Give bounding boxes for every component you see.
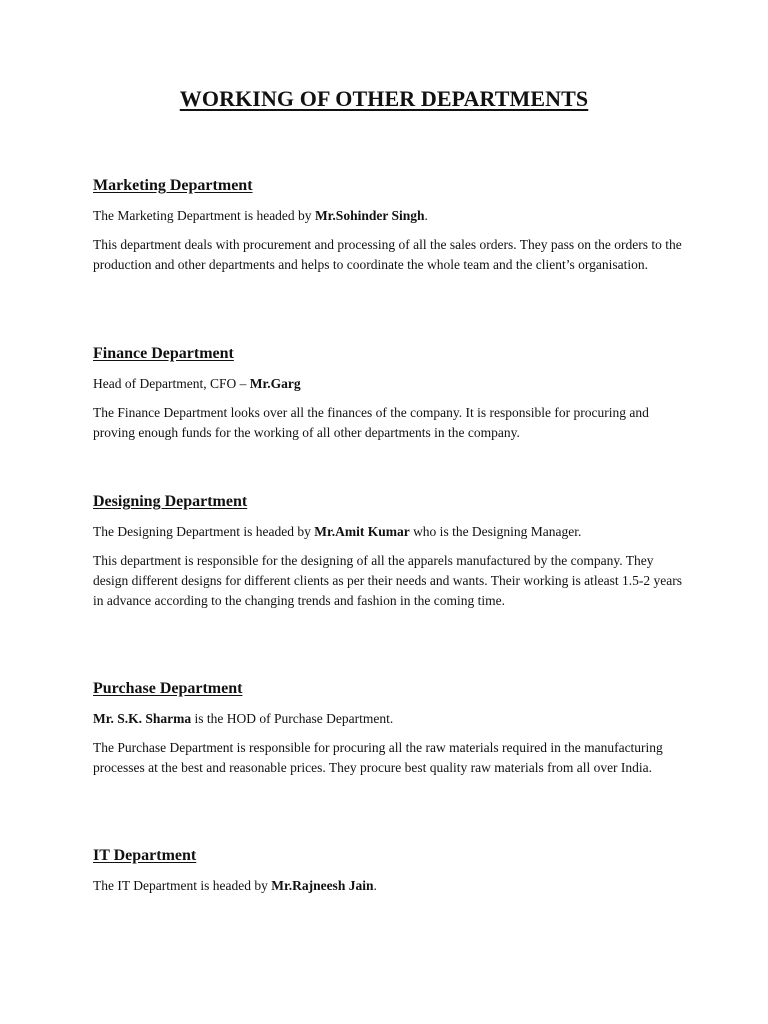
section-designing <box>93 492 683 611</box>
lead-name: Mr.Amit Kumar <box>314 524 410 539</box>
lead-text: The IT Department is headed by <box>93 878 272 893</box>
section-lead <box>93 709 683 729</box>
section-body: This department deals with procurement and processing of all the sales orders. They pass on the orders to the production and other departments and helps to coordinate the whole team and the client’s organisation. <box>93 237 682 272</box>
section-lead <box>93 522 683 542</box>
lead-suffix: . <box>373 878 377 893</box>
lead-name: Mr. S.K. Sharma <box>93 711 192 726</box>
lead-name: Mr.Sohinder Singh <box>314 208 425 223</box>
section-finance <box>93 344 683 443</box>
section-heading: Purchase Department <box>93 680 243 697</box>
lead-suffix: is the HOD of Purchase Department. <box>191 711 394 726</box>
lead-name: Mr.Garg <box>249 376 301 391</box>
lead-text: The Designing Department is headed by <box>93 524 315 539</box>
section-lead <box>93 206 683 226</box>
section-body: This department is responsible for the designing of all the apparels manufactured by the company. They design different designs for different clients as per their needs and wants. Their working is atleast 1.5-2 years in advance according to the changing trends and fashion in the coming time. <box>93 553 682 608</box>
section-heading: IT Department <box>93 847 197 864</box>
section-lead <box>93 374 683 394</box>
section-body: The Finance Department looks over all the finances of the company. It is responsible for procuring and proving enough funds for the working of all other departments in the company. <box>93 405 649 440</box>
section-marketing <box>93 176 683 275</box>
section-body: The Purchase Department is responsible for procuring all the raw materials required in the manufacturing processes at the best and reasonable prices. They procure best quality raw materials from all over India. <box>93 740 663 775</box>
lead-suffix: who is the Designing Manager. <box>409 524 582 539</box>
section-lead <box>93 876 683 896</box>
section-it <box>93 846 683 896</box>
lead-text: Head of Department, CFO – <box>93 376 250 391</box>
lead-suffix: . <box>424 208 428 223</box>
section-purchase <box>93 679 683 778</box>
section-heading: Marketing Department <box>93 177 253 194</box>
section-heading: Finance Department <box>93 345 234 362</box>
lead-name: Mr.Rajneesh Jain <box>271 878 374 893</box>
lead-text: The Marketing Department is headed by <box>93 208 315 223</box>
document-title: WORKING OF OTHER DEPARTMENTS <box>179 86 589 111</box>
section-heading: Designing Department <box>93 493 248 510</box>
